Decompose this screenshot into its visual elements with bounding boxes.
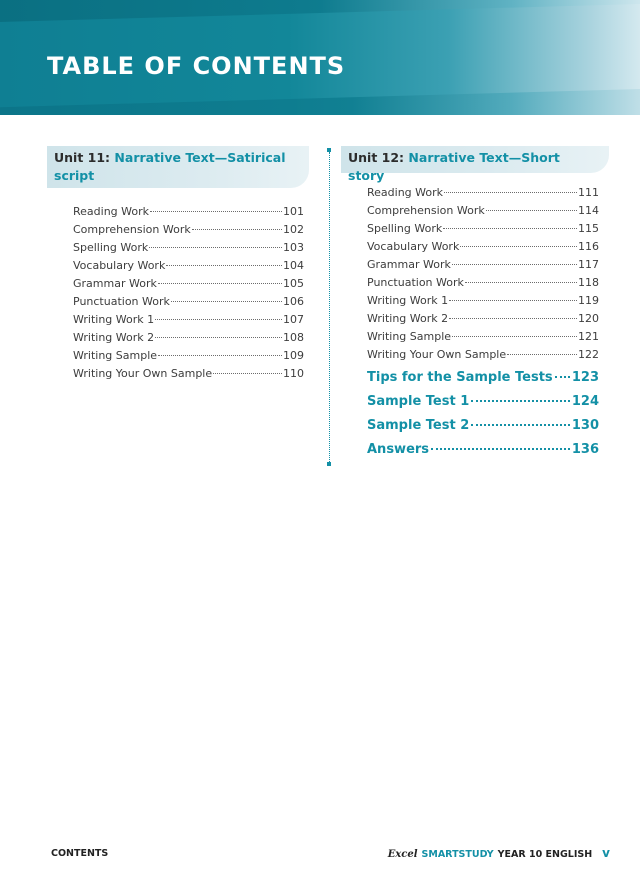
- toc-entry-page: 121: [578, 330, 599, 343]
- page-title: TABLE OF CONTENTS: [47, 52, 346, 80]
- footer-book-title: [388, 846, 610, 860]
- toc-entry-page: 111: [578, 186, 599, 199]
- leader-dots: [555, 376, 570, 378]
- leader-dots: [213, 373, 282, 374]
- leader-dots: [449, 300, 577, 301]
- toc-entry-page: 120: [578, 312, 599, 325]
- toc-entry[interactable]: [73, 259, 304, 277]
- toc-entry-title: Writing Sample: [73, 349, 158, 362]
- toc-entry-page: 122: [578, 348, 599, 361]
- leader-dots: [155, 319, 282, 320]
- unit-12-column: [341, 146, 609, 466]
- toc-entry-page: 101: [283, 205, 304, 218]
- column-divider: [327, 148, 331, 466]
- toc-major-title: Tips for the Sample Tests: [367, 370, 553, 385]
- toc-entry[interactable]: [367, 186, 599, 204]
- unit-11-toc-list: [73, 205, 304, 385]
- toc-major-page: 123: [571, 370, 599, 385]
- toc-entry-title: Writing Work 1: [367, 294, 449, 307]
- toc-entry-title: Punctuation Work: [367, 276, 464, 289]
- leader-dots: [192, 229, 282, 230]
- leader-dots: [471, 424, 570, 426]
- toc-entry-title: Vocabulary Work: [73, 259, 166, 272]
- toc-entry[interactable]: [367, 312, 599, 330]
- leader-dots: [452, 264, 577, 265]
- toc-major-entry[interactable]: [367, 442, 599, 466]
- toc-major-entry[interactable]: [367, 370, 599, 394]
- unit-12-heading: [341, 146, 609, 183]
- toc-entry[interactable]: [367, 204, 599, 222]
- leader-dots: [449, 318, 577, 319]
- leader-dots: [452, 336, 577, 337]
- toc-entry-page: 102: [283, 223, 304, 236]
- toc-entry-title: Writing Your Own Sample: [367, 348, 507, 361]
- toc-entry[interactable]: [367, 240, 599, 258]
- leader-dots: [486, 210, 577, 211]
- footer-subject: YEAR 10 ENGLISH: [497, 849, 593, 860]
- leader-dots: [166, 265, 282, 266]
- toc-entry-page: 115: [578, 222, 599, 235]
- toc-entry-title: Writing Work 1: [73, 313, 155, 326]
- toc-entry-title: Grammar Work: [367, 258, 451, 271]
- toc-entry[interactable]: [367, 276, 599, 294]
- toc-entry-title: Writing Work 2: [367, 312, 449, 325]
- footer-section-label: CONTENTS: [51, 848, 109, 859]
- toc-entry-title: Spelling Work: [367, 222, 443, 235]
- leader-dots: [471, 400, 570, 402]
- toc-major-title: Answers: [367, 442, 430, 457]
- toc-entry-page: 107: [283, 313, 304, 326]
- unit-11-label: Unit 11:: [54, 150, 111, 165]
- toc-entry-title: Reading Work: [367, 186, 444, 199]
- leader-dots: [460, 246, 577, 247]
- toc-entry-page: 118: [578, 276, 599, 289]
- toc-entry-title: Writing Work 2: [73, 331, 155, 344]
- unit-12-toc-list: [367, 186, 599, 466]
- toc-entry-page: 116: [578, 240, 599, 253]
- toc-entry[interactable]: [73, 223, 304, 241]
- divider-line: [329, 152, 330, 462]
- toc-entry-title: Spelling Work: [73, 241, 149, 254]
- banner-decoration-bottom: [0, 89, 640, 115]
- leader-dots: [158, 283, 282, 284]
- toc-entry-title: Grammar Work: [73, 277, 157, 290]
- leader-dots: [155, 337, 282, 338]
- banner-decoration-top: [0, 0, 640, 22]
- toc-entry[interactable]: [73, 205, 304, 223]
- leader-dots: [431, 448, 570, 450]
- toc-entry-title: Writing Sample: [367, 330, 452, 343]
- footer-series: SMARTSTUDY: [421, 849, 494, 860]
- toc-entry[interactable]: [73, 241, 304, 259]
- toc-entry-title: Punctuation Work: [73, 295, 170, 308]
- toc-entry-page: 110: [283, 367, 304, 380]
- toc-entry-title: Writing Your Own Sample: [73, 367, 213, 380]
- toc-major-title: Sample Test 1: [367, 394, 470, 409]
- leader-dots: [465, 282, 577, 283]
- toc-entry-page: 119: [578, 294, 599, 307]
- toc-entry[interactable]: [367, 294, 599, 312]
- toc-entry[interactable]: [73, 367, 304, 385]
- toc-entry-page: 117: [578, 258, 599, 271]
- toc-entry-page: 109: [283, 349, 304, 362]
- leader-dots: [443, 228, 577, 229]
- toc-major-title: Sample Test 2: [367, 418, 470, 433]
- toc-entry-page: 108: [283, 331, 304, 344]
- leader-dots: [507, 354, 577, 355]
- toc-entry[interactable]: [367, 348, 599, 366]
- header-banner: [0, 0, 640, 115]
- leader-dots: [158, 355, 282, 356]
- toc-entry[interactable]: [73, 313, 304, 331]
- toc-entry[interactable]: [73, 295, 304, 313]
- leader-dots: [171, 301, 282, 302]
- toc-major-page: 130: [571, 418, 599, 433]
- toc-entry[interactable]: [73, 331, 304, 349]
- toc-entry-title: Reading Work: [73, 205, 150, 218]
- toc-entry[interactable]: [367, 222, 599, 240]
- toc-entry-title: Comprehension Work: [367, 204, 485, 217]
- page-number: v: [602, 846, 610, 860]
- toc-entry[interactable]: [73, 277, 304, 295]
- toc-major-page: 124: [571, 394, 599, 409]
- unit-12-label: Unit 12:: [348, 150, 405, 165]
- toc-major-page: 136: [571, 442, 599, 457]
- unit-11-column: [47, 146, 309, 385]
- toc-entry-page: 103: [283, 241, 304, 254]
- toc-entry-title: Vocabulary Work: [367, 240, 460, 253]
- toc-entry-page: 104: [283, 259, 304, 272]
- toc-entry-page: 106: [283, 295, 304, 308]
- toc-entry[interactable]: [367, 330, 599, 348]
- unit-11-heading: [47, 146, 309, 188]
- toc-entry[interactable]: [73, 349, 304, 367]
- leader-dots: [444, 192, 577, 193]
- leader-dots: [149, 247, 282, 248]
- unit-12-topic: Narrative Text—Short story: [348, 150, 560, 183]
- toc-entry-title: Comprehension Work: [73, 223, 191, 236]
- divider-cap-bottom: [327, 462, 331, 466]
- toc-entry-page: 105: [283, 277, 304, 290]
- toc-major-entry[interactable]: [367, 418, 599, 442]
- footer-brand: Excel: [387, 849, 418, 860]
- unit-11-topic: Narrative Text—Satirical script: [54, 150, 286, 183]
- toc-major-entry[interactable]: [367, 394, 599, 418]
- leader-dots: [150, 211, 282, 212]
- toc-entry-page: 114: [578, 204, 599, 217]
- toc-entry[interactable]: [367, 258, 599, 276]
